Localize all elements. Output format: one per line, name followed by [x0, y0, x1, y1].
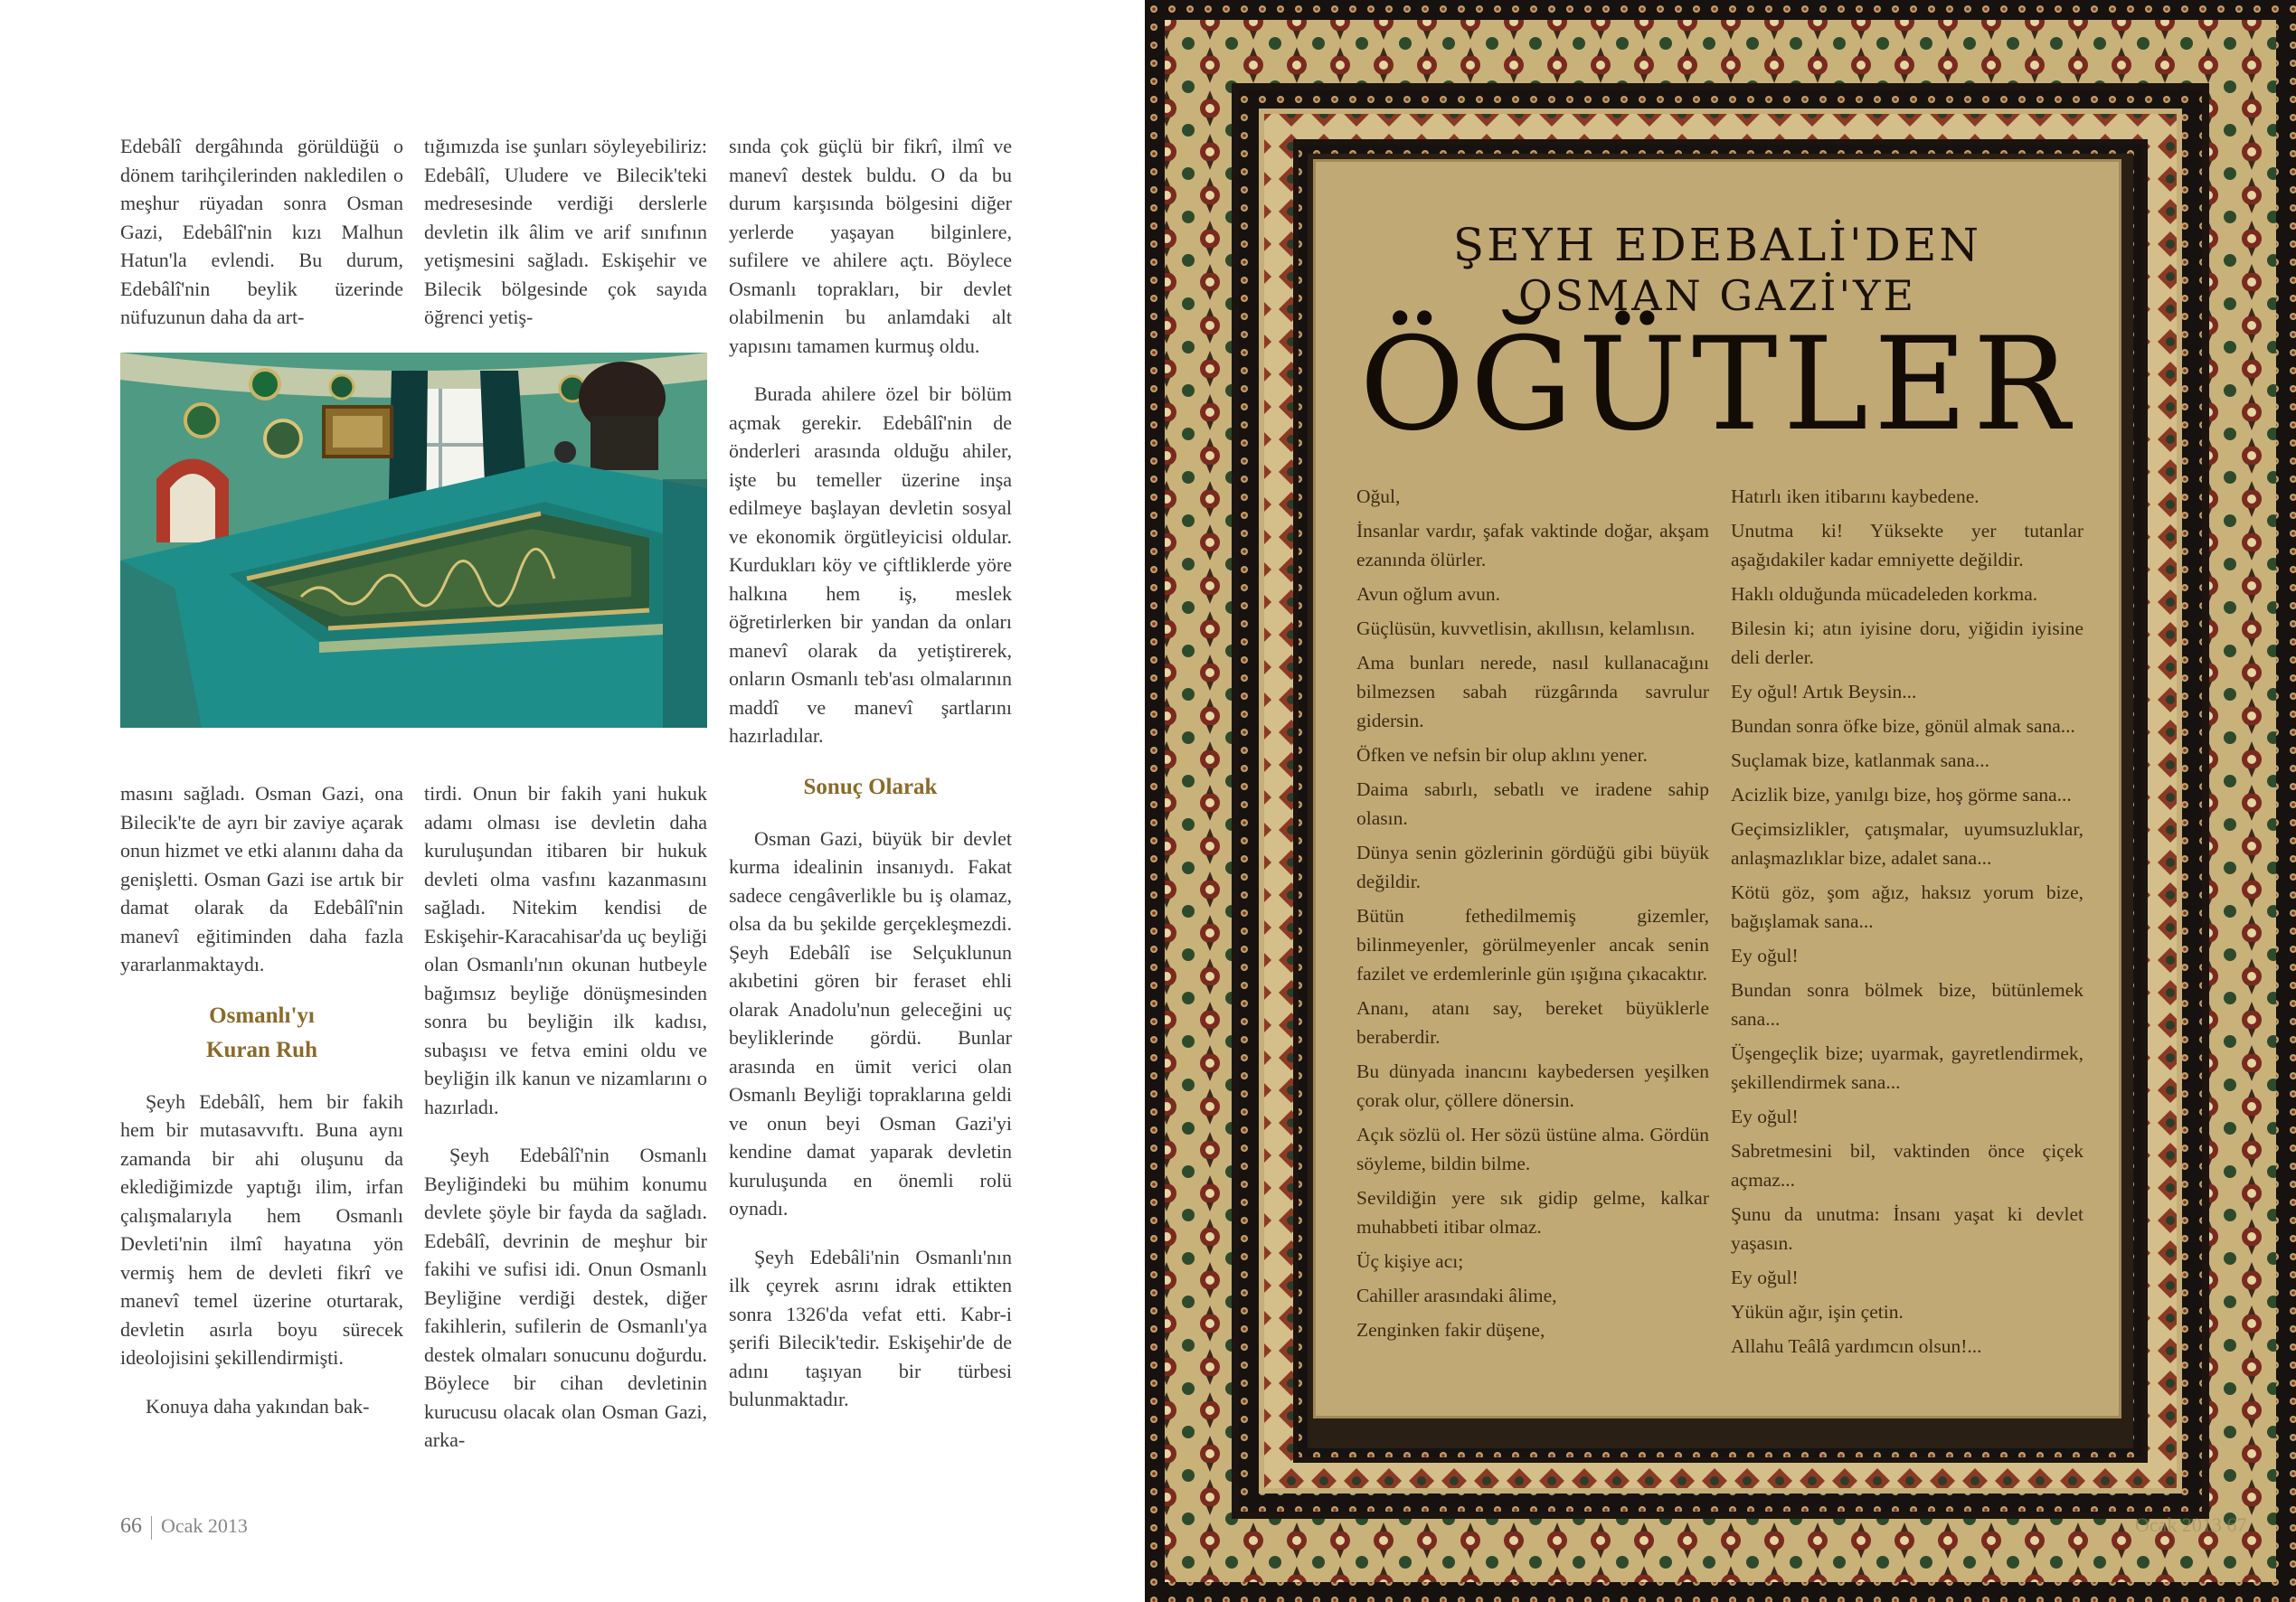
page-footer-faint: Ocak 2013 67 [2135, 1513, 2247, 1536]
paragraph: Konuya daha yakından bak- [146, 1394, 370, 1418]
advice-line: Üşengeçlik bize; uyarmak, gayretlendirmek, şekillendirmek sana... [1731, 1042, 2083, 1093]
advice-line: Üç kişiye acı; [1356, 1250, 1464, 1272]
advice-line: Kötü göz, şom ağız, haksız yorum bize, bağışlamak sana... [1731, 881, 2083, 932]
advice-line: Bundan sonra öfke bize, gönül almak sana... [1731, 715, 2075, 737]
advice-line: Bundan sonra bölmek bize, bütünlemek sana... [1731, 979, 2083, 1030]
advice-line: Avun oğlum avun. [1356, 583, 1501, 605]
paragraph: masını sağladı. Osman Gazi, ona Bilecik'te de ayrı bir zaviye açarak onun hizmet ve etki alanını daha da genişletti. Osman Gazi ise artık bir damat olarak da Edebâlî'nin manevî eğitiminden daha fazla yararlanmaktaydı. [120, 782, 403, 975]
paragraph: Edebâlî dergâhında görüldüğü o dönem tarihçilerinden nakledilen o meşhur rüyadan sonra Osman Gazi, Edebâlî'nin kızı Malhun Hatun'la evlendi. Bu durum, Edebâlî'nin beylik üzerinde nüfuzunun daha da art- [120, 135, 403, 328]
advice-line: Sabretmesini bil, vaktinden önce çiçek açmaz... [1731, 1140, 2083, 1191]
advice-line: Şunu da unutma: İnsanı yaşat ki devlet yaşasın. [1731, 1203, 2083, 1254]
advice-line: Bilesin ki; atın iyisine doru, yiğidin iyisine deli derler. [1731, 617, 2083, 668]
column-1-top [120, 132, 403, 352]
page-title: ÖĞÜTLER [1359, 310, 2075, 459]
advice-line: Yükün ağır, işin çetin. [1731, 1301, 1904, 1323]
page-number: 66 [120, 1514, 142, 1538]
advice-line: Bütün fethedilmemiş gizemler, bilinmeyenler, görülmeyenler ancak senin fazilet ve erdemlerinle gün ışığına çıkacaktır. [1356, 905, 1709, 985]
advice-line: İnsanlar vardır, şafak vaktinde doğar, akşam ezanında ölürler. [1356, 520, 1709, 570]
advice-line: Oğul, [1356, 485, 1401, 507]
advice-line: Geçimsizlikler, çatışmalar, uyumsuzluklar, anlaşmazlıklar bize, adalet sana... [1731, 818, 2083, 869]
advice-line: Ey oğul! [1731, 945, 1799, 966]
advice-line: Ey oğul! Artık Beysin... [1731, 681, 1917, 702]
advice-line: Dünya senin gözlerinin gördüğü gibi büyük değildir. [1356, 842, 1709, 892]
advice-line: Sevildiğin yere sık gidip gelme, kalkar muhabbeti itibar olmaz. [1356, 1187, 1709, 1238]
advice-line: Unutma ki! Yüksekte yer tutanlar aşağıdakiler kadar emniyette değildir. [1731, 520, 2083, 570]
tomb-photo [120, 353, 707, 728]
title-line-1: ŞEYH EDEBALİ'DEN [1452, 219, 1982, 271]
subheading-osmanliyi-kuran-ruh [120, 999, 403, 1068]
advice-line: Acizlik bize, yanılgı bize, hoş görme sana... [1731, 784, 2072, 806]
advice-line: Hatırlı iken itibarını kaybedene. [1731, 485, 1979, 507]
paragraph: tirdi. Onun bir fakih yani hukuk adamı olması ise devletin daha kuruluşundan itibaren bir hukuk devleti olma vasfını kazanmasını sağladı. Nitekim kendisi de Eskişehir-Karacahisar'da uç beyliği olan Osmanlı'nın okunan hutbeyle bağımsız beyliğe dönüşmesinden sonra bu beyliğin ilk kadısı, subaşısı ve fetva emini oldu ve beyliğin ilk kanun ve nizamlarını o hazırladı. [424, 782, 707, 1118]
advice-line: Daima sabırlı, sebatlı ve iradene sahip olasın. [1356, 778, 1709, 829]
column-2-top [424, 132, 707, 352]
advice-line: Bu dünyada inancını kaybedersen yeşilken çorak olur, çöllere dönersin. [1356, 1060, 1709, 1111]
advice-panel [1313, 159, 2121, 1418]
paragraph: Osman Gazi, büyük bir devlet kurma idealinin insanıydı. Fakat sadece cengâverlikle bu iş olamaz, olsa da bu şekilde gerçekleşmezdi. Şeyh Edebâlî ise Selçuklunun akıbetini gören bir feraset ehli olarak Anadolu'nun geleceğini uç beyliklerinde gördü. Bunlar arasında en ümit verici olan Osmanlı Beyliği topraklarına geldi ve onun beyi Osman Gazi'yi kendine damat yaparak devletin kuruluşunda en önemli rolü oynadı. [729, 826, 1012, 1220]
advice-line: Allahu Teâlâ yardımcın olsun!... [1731, 1335, 1982, 1357]
paragraph: Şeyh Edebâlî, hem bir fakih hem bir mutasavvıftı. Buna aynı zamanda bir ahi oluşunu da eklediğimizde yaptığı ilim, irfan çalışmalarıyla hem Osmanlı Devleti'nin ilmî hayatına yön vermiş hem de devleti fikrî ve manevî temel üzerine oturtarak, devletin asırla boyu sürecek ideolojisini şekillendirmişti. [120, 1089, 403, 1369]
column-3 [729, 132, 1012, 1434]
advice-line: Haklı olduğunda mücadeleden korkma. [1731, 583, 2038, 605]
advice-column-right [1731, 482, 2083, 1366]
subheading-line: Kuran Ruh [206, 1037, 317, 1062]
column-2-bottom [424, 779, 707, 1475]
subheading-line: Osmanlı'yı [209, 1003, 315, 1028]
advice-column-left [1356, 482, 1709, 1350]
left-page [0, 0, 1145, 1602]
folio-divider [151, 1516, 152, 1540]
page-footer [120, 1514, 248, 1540]
paragraph: tığımızda ise şunları söyleyebiliriz: Edebâlî, Uludere ve Bilecik'teki medresesinde verdiği derslerle devletin ilk âlim ve arif sınıfının yetişmesini sağladı. Eskişehir ve Bilecik bölgesinde çok sayıda öğrenci yetiş- [424, 135, 707, 328]
paragraph: sında çok güçlü bir fikrî, ilmî ve manevî destek buldu. O da bu durum karşısında bölgesini diğer yerlerde yaşayan bilginlere, sufilere ve ahilere açtı. Böylece Osmanlı toprakları, bir devlet olabilmenin bu anlamdaki alt yapısını tamamen kurmuş oldu. [729, 135, 1012, 357]
advice-line: Ey oğul! [1731, 1106, 1799, 1127]
advice-line: Ananı, atanı say, bereket büyüklerle beraberdir. [1356, 997, 1709, 1048]
advice-line: Güçlüsün, kuvvetlisin, akıllısın, kelamlısın. [1356, 617, 1696, 639]
advice-line: Öfken ve nefsin bir olup aklını yener. [1356, 744, 1648, 766]
issue-date: Ocak 2013 [161, 1514, 248, 1537]
advice-line: Cahiller arasındaki âlime, [1356, 1285, 1557, 1306]
paragraph: Şeyh Edebâlî'nin Osmanlı Beyliğindeki bu mühim konumu devlete şöyle bir fayda da sağladı. Edebâlî, devrinin de meşhur bir fakihi ve sufisi idi. Onun Osmanlı Beyliğine verdiği destek, diğer fakihlerin, sufilerin de Osmanlı'ya destek olmaları sonucunu doğurdu. Böylece bir cihan devletinin kurucusu olacak olan Osman Gazi, arka- [424, 1144, 707, 1451]
right-page [1145, 0, 2296, 1602]
tomb-photo-illustration [120, 353, 707, 728]
title-line-2: OSMAN GAZİ'YE [1517, 271, 1917, 320]
advice-line: Ama bunları nerede, nasıl kullanacağını bilmezsen sabah rüzgârında savrulur gidersin. [1356, 652, 1709, 731]
subheading-sonuc-olarak: Sonuç Olarak [803, 774, 938, 799]
paragraph: Şeyh Edebâli'nin Osmanlı'nın ilk çeyrek asrını idrak ettikten sonra 1326'da vefat etti. Kabr-i şerifi Bilecik'tedir. Eskişehir'de de adını taşıyan bir türbesi bulunmaktadır. [729, 1245, 1012, 1410]
advice-line: Suçlamak bize, katlanmak sana... [1731, 749, 1989, 771]
paragraph: Burada ahilere özel bir bölüm açmak gerekir. Edebâlî'nin de önderleri arasında olduğu ahiler, işte bu temeller üzerine inşa edilmeye başlayan devletin sosyal ve ekonomik örgütleyicisi oldular. Kurdukları köy ve çiftliklerde yöre halkına hem iş, meslek öğretirlerken bir yandan da onları manevî olarak da yetiştirerek, onların Osmanlı teb'ası olmalarının maddî ve manevî şartlarını hazırladılar. [729, 382, 1012, 747]
advice-line: Ey oğul! [1731, 1267, 1799, 1288]
advice-line: Zenginken fakir düşene, [1356, 1319, 1545, 1341]
advice-line: Açık sözlü ol. Her sözü üstüne alma. Gördün söyleme, bildin bilme. [1356, 1124, 1709, 1174]
column-1-bottom [120, 779, 403, 1440]
